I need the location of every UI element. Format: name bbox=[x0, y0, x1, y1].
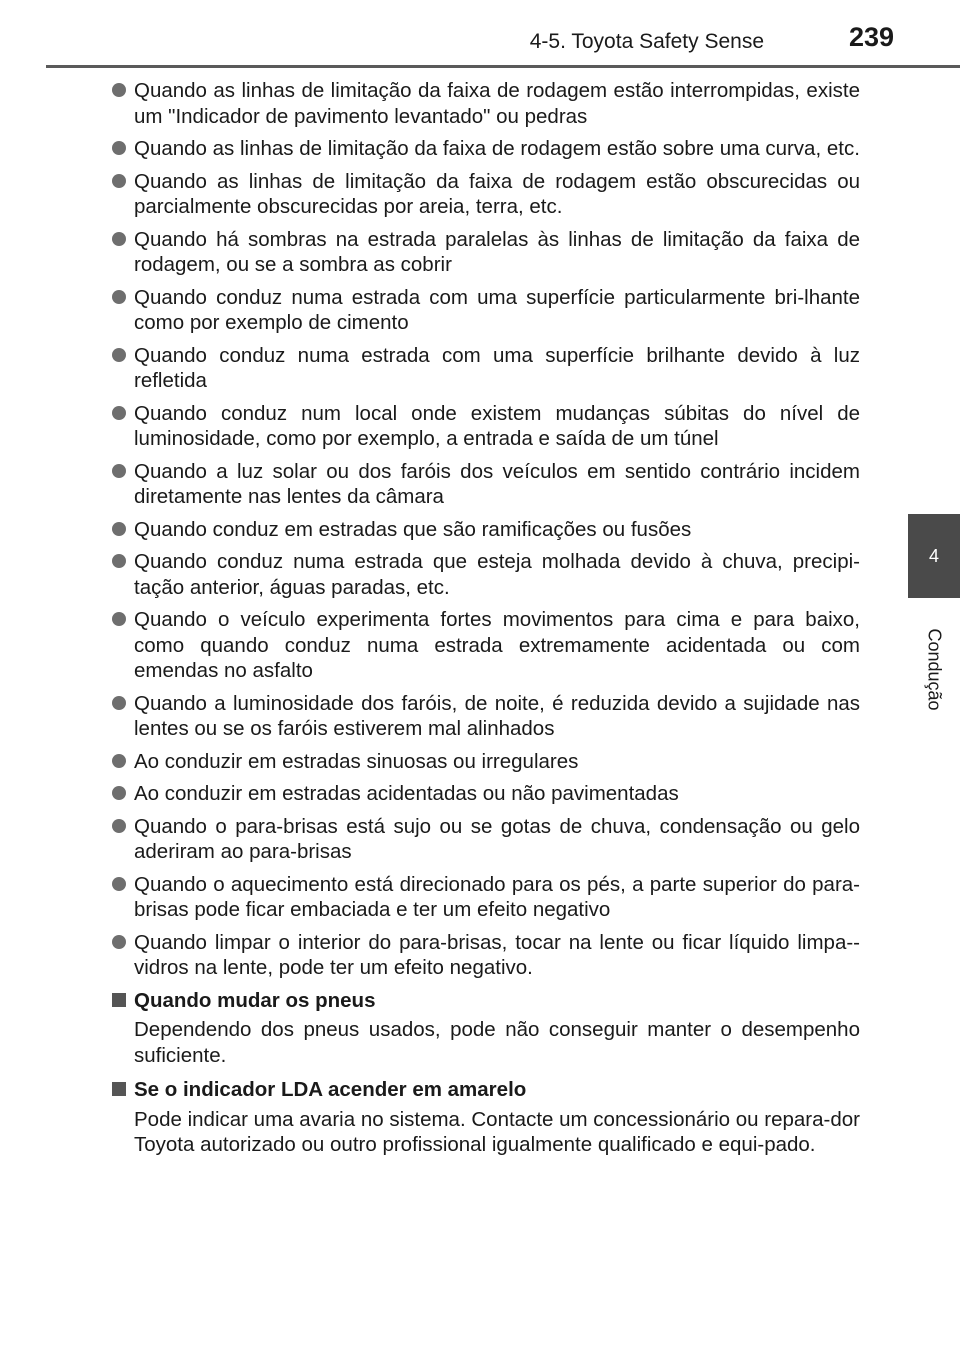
chapter-number: 4 bbox=[928, 545, 939, 566]
list-item bbox=[96, 549, 860, 600]
section-body-lda-indicator: Pode indicar uma avaria no sistema. Contacte um concessionário ou repara-dor Toyota autorizado ou outro profissional igualmente qualificado e equi-pado. bbox=[134, 1107, 860, 1156]
square-bullet-icon bbox=[112, 993, 126, 1007]
chapter-label bbox=[911, 604, 957, 734]
list-item-text: Quando o para-brisas está sujo ou se gotas de chuva, condensação ou gelo aderiram ao para-brisas bbox=[134, 814, 860, 863]
list-item bbox=[96, 607, 860, 684]
list-item-text: Quando a luz solar ou dos faróis dos veículos em sentido contrário incidem diretamente nas lentes da câmara bbox=[134, 459, 860, 508]
bullet-icon bbox=[112, 819, 126, 833]
list-item bbox=[96, 930, 860, 981]
bullet-icon bbox=[112, 141, 126, 155]
section-heading-lda-indicator bbox=[96, 1077, 860, 1103]
bullet-icon bbox=[112, 232, 126, 246]
list-item bbox=[96, 459, 860, 510]
list-item bbox=[96, 78, 860, 129]
bullet-icon bbox=[112, 786, 126, 800]
list-item-text: Quando as linhas de limitação da faixa de rodagem estão obscurecidas ou parcialmente obscurecidas por areia, terra, etc. bbox=[134, 169, 860, 218]
section-heading-tyres bbox=[96, 988, 860, 1014]
square-bullet-icon bbox=[112, 1082, 126, 1096]
list-item-text: Ao conduzir em estradas sinuosas ou irregulares bbox=[134, 749, 579, 773]
list-item bbox=[96, 227, 860, 278]
bullet-icon bbox=[112, 174, 126, 188]
section-heading-text: Quando mudar os pneus bbox=[134, 988, 376, 1012]
list-item bbox=[96, 285, 860, 336]
list-item bbox=[96, 401, 860, 452]
chapter-label-text: Condução bbox=[924, 627, 945, 711]
list-item-text: Quando o aquecimento está direcionado para os pés, a parte superior do para-brisas pode ficar embaciada e ter um efeito negativo bbox=[134, 872, 860, 921]
list-item bbox=[96, 343, 860, 394]
bullet-icon bbox=[112, 754, 126, 768]
list-item-text: Quando as linhas de limitação da faixa de rodagem estão interrompidas, existe um "Indicador de pavimento levantado" ou pedras bbox=[134, 79, 860, 128]
section-body-tyres: Dependendo dos pneus usados, pode não conseguir manter o desempenho suficiente. bbox=[134, 1018, 860, 1067]
bullet-icon bbox=[112, 83, 126, 97]
list-item-text: Quando há sombras na estrada paralelas às linhas de limitação da faixa de rodagem, ou se a sombra as cobrir bbox=[134, 227, 860, 276]
bullet-icon bbox=[112, 696, 126, 710]
list-item bbox=[96, 749, 860, 775]
chapter-tab bbox=[908, 514, 960, 598]
list-item bbox=[96, 136, 860, 162]
header-rule bbox=[46, 65, 960, 68]
bullet-icon bbox=[112, 406, 126, 420]
bullet-icon bbox=[112, 522, 126, 536]
list-item bbox=[96, 814, 860, 865]
page-content bbox=[96, 78, 860, 1167]
bullet-icon bbox=[112, 464, 126, 478]
bullet-icon bbox=[112, 554, 126, 568]
section-title: 4-5. Toyota Safety Sense bbox=[529, 30, 764, 53]
section-heading-text: Se o indicador LDA acender em amarelo bbox=[134, 1078, 527, 1101]
list-item-text: Ao conduzir em estradas acidentadas ou não pavimentadas bbox=[134, 782, 679, 805]
list-item-text: Quando conduz numa estrada que esteja molhada devido à chuva, precipi-tação anterior, águas paradas, etc. bbox=[134, 550, 860, 599]
list-item-text: Quando a luminosidade dos faróis, de noite, é reduzida devido a sujidade nas lentes ou se os faróis estiverem mal alinhados bbox=[134, 691, 860, 740]
list-item-text: Quando conduz num local onde existem mudanças súbitas do nível de luminosidade, como por exemplo, a entrada e saída de um túnel bbox=[134, 401, 860, 450]
page-number: 239 bbox=[848, 22, 894, 52]
page-header bbox=[0, 0, 960, 68]
list-item-text: Quando conduz em estradas que são ramificações ou fusões bbox=[134, 517, 692, 541]
bullet-icon bbox=[112, 290, 126, 304]
list-item-text: Quando o veículo experimenta fortes movimentos para cima e para baixo, como quando conduz numa estrada extremamente acidentada ou com emendas no asfalto bbox=[134, 608, 860, 682]
list-item bbox=[96, 169, 860, 220]
list-item-text: Quando limpar o interior do para-brisas, tocar na lente ou ficar líquido limpa--vidros na lente, pode ter um efeito negativo. bbox=[134, 930, 860, 979]
list-item bbox=[96, 691, 860, 742]
bullet-icon bbox=[112, 612, 126, 626]
bullet-icon bbox=[112, 348, 126, 362]
bullet-icon bbox=[112, 877, 126, 891]
list-item bbox=[96, 872, 860, 923]
list-item bbox=[96, 781, 860, 807]
list-item-text: Quando conduz numa estrada com uma superfície brilhante devido à luz refletida bbox=[134, 343, 860, 392]
bullet-icon bbox=[112, 935, 126, 949]
list-item-text: Quando as linhas de limitação da faixa de rodagem estão sobre uma curva, etc. bbox=[134, 137, 860, 160]
list-item bbox=[96, 517, 860, 543]
list-item-text: Quando conduz numa estrada com uma superfície particularmente bri-lhante como por exemplo de cimento bbox=[134, 285, 860, 334]
